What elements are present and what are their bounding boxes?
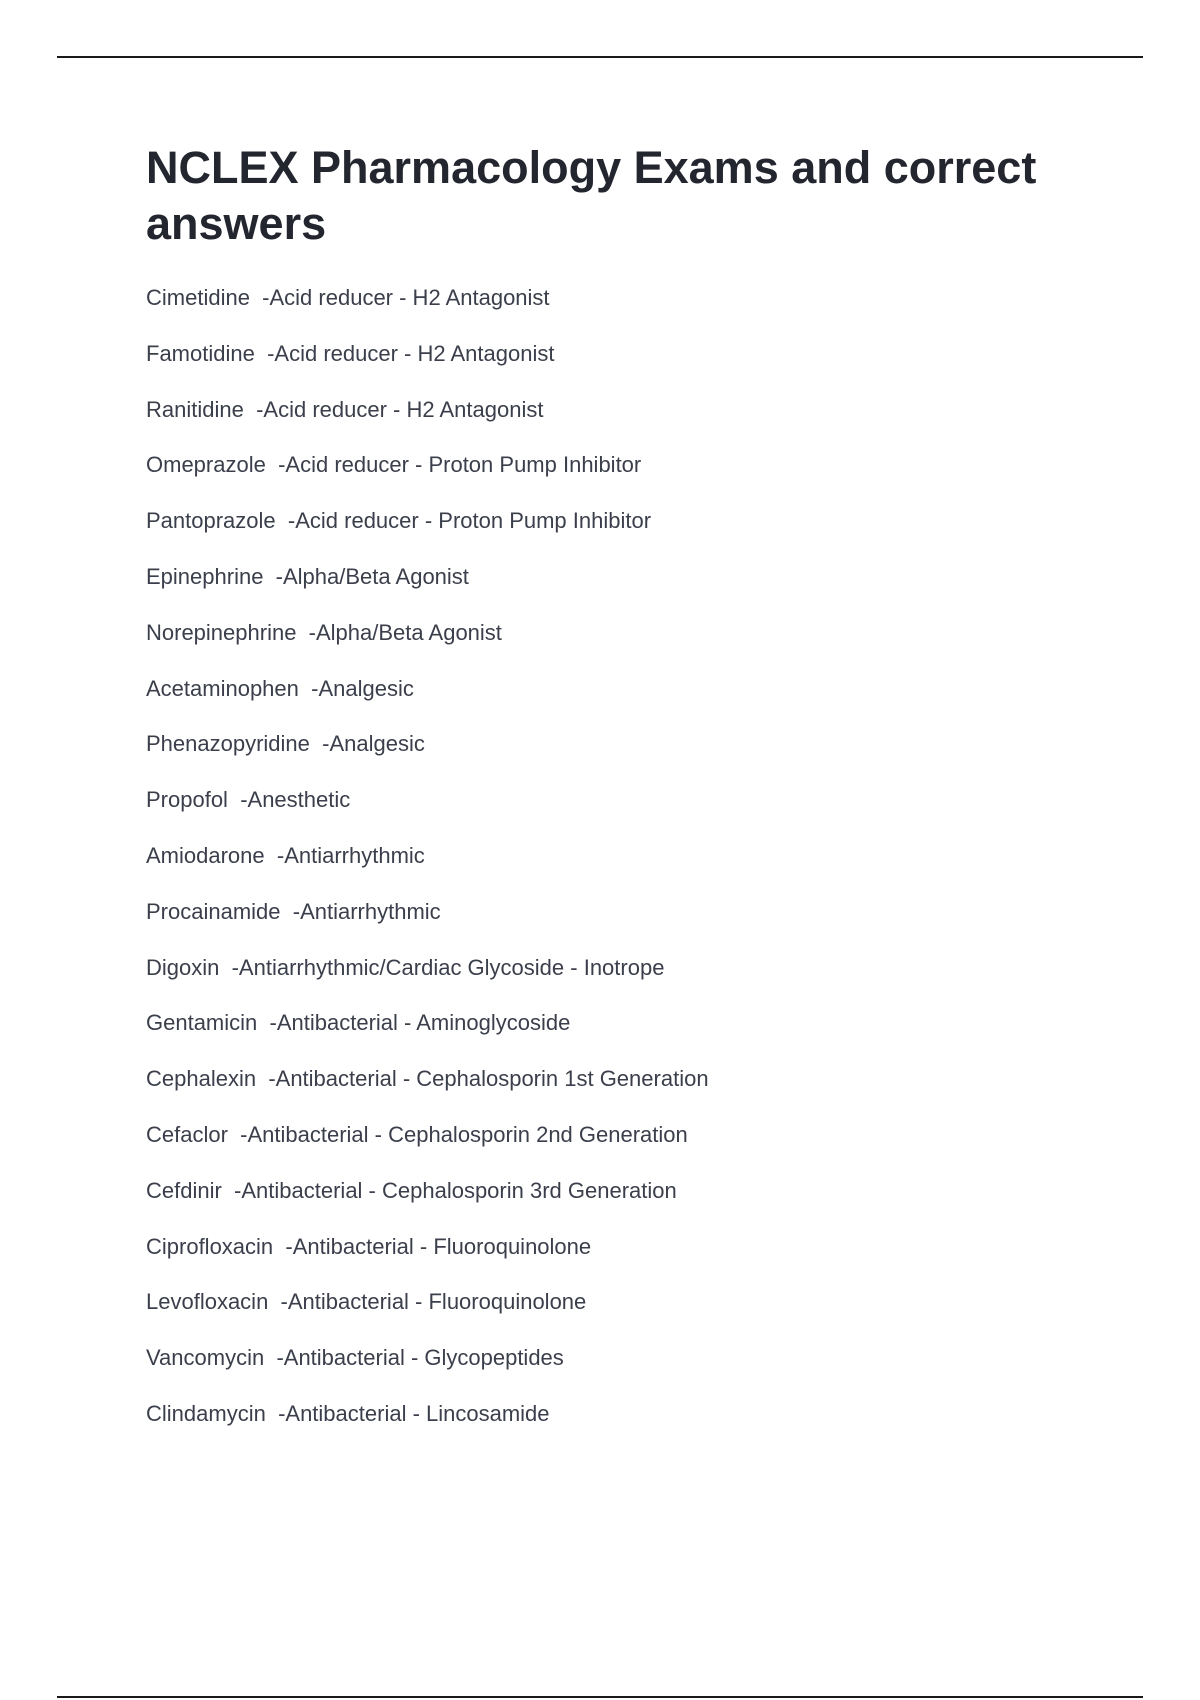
drug-class: -Antiarrhythmic xyxy=(276,842,425,868)
drug-class: -Anesthetic xyxy=(240,787,351,813)
drug-class: -Analgesic xyxy=(311,675,414,701)
drug-name: Gentamicin xyxy=(146,1010,258,1036)
drug-class: -Antiarrhythmic/Cardiac Glycoside - Inotrope xyxy=(231,954,665,980)
drug-name: Famotidine xyxy=(146,340,255,366)
drug-name: Phenazopyridine xyxy=(146,731,310,757)
drug-name: Digoxin xyxy=(146,954,220,980)
list-item xyxy=(146,339,709,395)
page-title: NCLEX Pharmacology Exams and correct answers xyxy=(146,142,1037,249)
list-item xyxy=(146,785,709,841)
drug-class: -Acid reducer - H2 Antagonist xyxy=(262,285,550,310)
drug-class: -Antibacterial - Aminoglycoside xyxy=(269,1010,571,1036)
list-item xyxy=(146,841,709,897)
drug-name: Norepinephrine xyxy=(146,619,297,645)
header-rule xyxy=(57,56,1143,58)
drug-class: -Antibacterial - Fluoroquinolone xyxy=(280,1289,587,1315)
drug-name: Vancomycin xyxy=(146,1345,265,1371)
drug-class: -Analgesic xyxy=(322,731,425,757)
drug-class: -Acid reducer - H2 Antagonist xyxy=(267,340,555,366)
drug-name: Cefaclor xyxy=(146,1121,228,1147)
list-item xyxy=(146,674,709,730)
drug-class: -Antibacterial - Lincosamide xyxy=(278,1400,550,1426)
drug-name: Levofloxacin xyxy=(146,1289,269,1315)
drug-name: Epinephrine xyxy=(146,563,264,589)
drug-name: Cefdinir xyxy=(146,1177,222,1203)
list-item xyxy=(146,562,709,618)
list-item xyxy=(146,395,709,451)
drug-class: -Acid reducer - Proton Pump Inhibitor xyxy=(287,508,652,534)
list-item xyxy=(146,1008,709,1064)
drug-class: -Antibacterial - Cephalosporin 1st Generation xyxy=(268,1066,709,1092)
list-item xyxy=(146,1343,709,1399)
drug-class: -Acid reducer - Proton Pump Inhibitor xyxy=(278,452,642,478)
drug-class: -Alpha/Beta Agonist xyxy=(275,563,469,589)
drug-class: -Antibacterial - Fluoroquinolone xyxy=(285,1233,592,1259)
drug-class: -Alpha/Beta Agonist xyxy=(308,619,502,645)
list-item xyxy=(146,1287,709,1343)
drug-name: Pantoprazole xyxy=(146,508,276,534)
list-item xyxy=(146,1399,709,1455)
list-item xyxy=(146,1120,709,1176)
drug-name: Ranitidine xyxy=(146,396,244,422)
drug-name: Ciprofloxacin xyxy=(146,1233,274,1259)
list-item xyxy=(146,450,709,506)
list-item xyxy=(146,729,709,785)
drug-name: Clindamycin xyxy=(146,1400,266,1426)
list-item xyxy=(146,1232,709,1288)
list-item xyxy=(146,953,709,1009)
drug-name: Omeprazole xyxy=(146,452,266,478)
drug-name: Propofol xyxy=(146,787,228,813)
drug-list xyxy=(146,283,709,1455)
drug-class: -Antibacterial - Cephalosporin 2nd Generation xyxy=(240,1121,688,1147)
drug-name: Cimetidine xyxy=(146,285,250,310)
list-item xyxy=(146,897,709,953)
list-item xyxy=(146,1064,709,1120)
drug-name: Procainamide xyxy=(146,898,281,924)
drug-class: -Antibacterial - Glycopeptides xyxy=(276,1345,564,1371)
drug-name: Cephalexin xyxy=(146,1066,257,1092)
list-item xyxy=(146,283,709,339)
drug-class: -Antiarrhythmic xyxy=(292,898,441,924)
drug-name: Amiodarone xyxy=(146,842,265,868)
list-item xyxy=(146,618,709,674)
drug-name: Acetaminophen xyxy=(146,675,299,701)
list-item xyxy=(146,506,709,562)
list-item xyxy=(146,1176,709,1232)
footer-rule xyxy=(57,1696,1143,1698)
drug-class: -Acid reducer - H2 Antagonist xyxy=(256,396,544,422)
drug-class: -Antibacterial - Cephalosporin 3rd Generation xyxy=(234,1177,677,1203)
